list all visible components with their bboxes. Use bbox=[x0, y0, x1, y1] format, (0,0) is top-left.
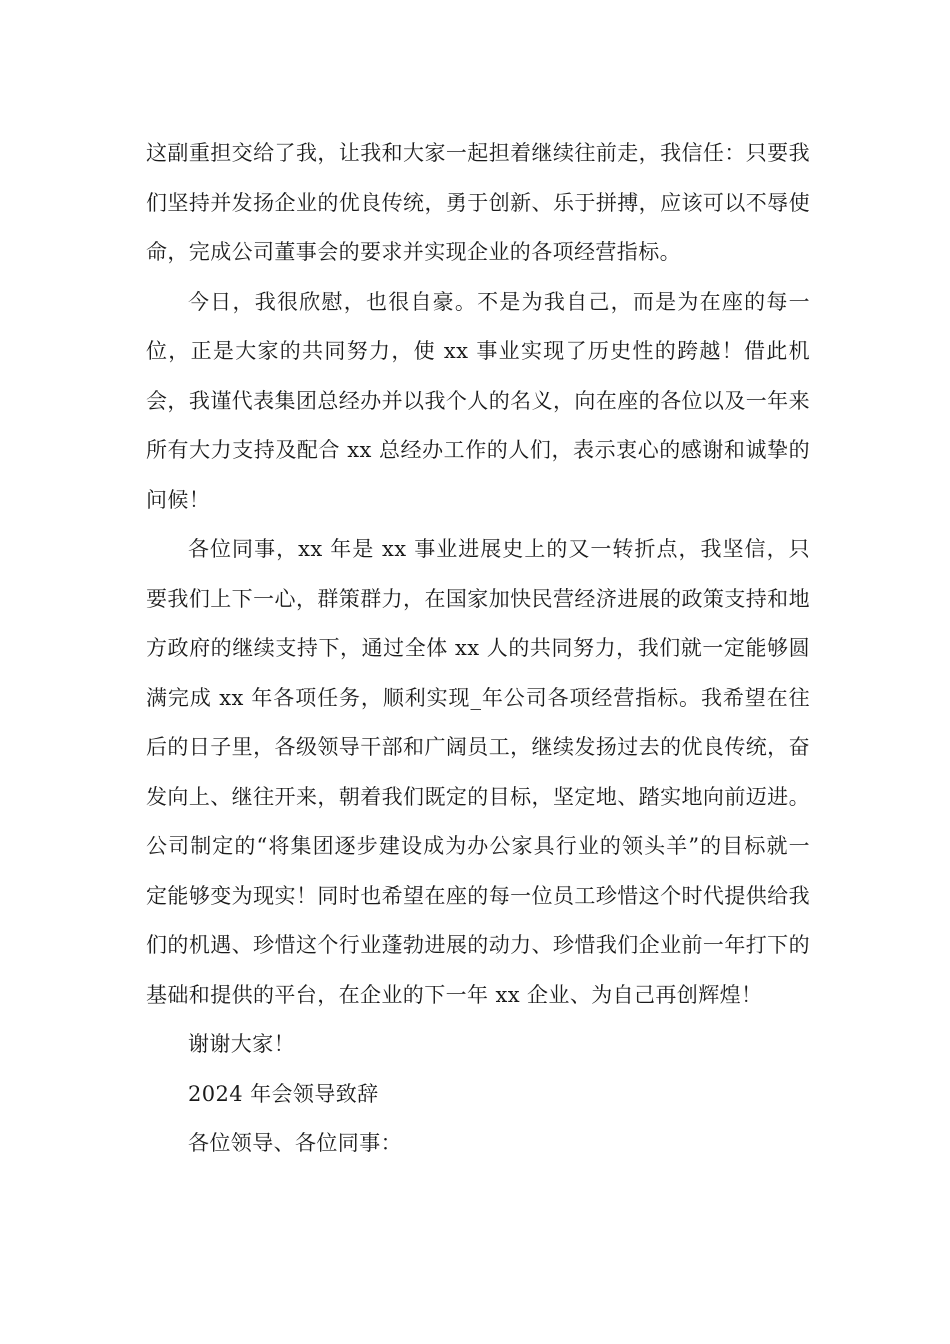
document-body bbox=[146, 129, 810, 1169]
salutation: 各位领导、各位同事： bbox=[188, 1131, 402, 1155]
paragraph-gratitude: 今日，我很欣慰，也很自豪。不是为我自己，而是为在座的每一位，正是大家的共同努力，使 xx 事业实现了历史性的跨越！借此机会，我谨代表集团总经办并以我个人的名义，向在座的各位以及一年来所有大力支持及配合 xx 总经办工作的人们，表示衷心的感谢和诚挚的问候！ bbox=[146, 289, 810, 512]
paragraph-outlook: 各位同事，xx 年是 xx 事业进展史上的又一转折点，我坚信，只要我们上下一心，群策群力，在国家加快民营经济进展的政策支持和地方政府的继续支持下，通过全体 xx 人的共同努力，我们就一定能够圆满完成 xx 年各项任务，顺利实现_年公司各项经营指标。我希望在往后的日子里，各级领导干部和广阔员工，继续发扬过去的优良传统，奋发向上、继往开来，朝着我们既定的目标，坚定地、踏实地向前迈进。公司制定的“将集团逐步建设成为办公家具行业的领头羊”的目标就一定能够变为现实！同时也希望在座的每一位员工珍惜这个时代提供给我们的机遇、珍惜这个行业蓬勃进展的动力、珍惜我们企业前一年打下的基础和提供的平台，在企业的下一年 xx 企业、为自己再创辉煌！ bbox=[146, 537, 810, 1007]
paragraph-continuation: 这副重担交给了我，让我和大家一起担着继续往前走，我信任：只要我们坚持并发扬企业的优良传统，勇于创新、乐于拼搏，应该可以不辱使命，完成公司董事会的要求并实现企业的各项经营指标。 bbox=[146, 141, 810, 264]
paragraph-thanks: 谢谢大家！ bbox=[188, 1032, 295, 1056]
section-title: 2024 年会领导致辞 bbox=[188, 1081, 379, 1106]
